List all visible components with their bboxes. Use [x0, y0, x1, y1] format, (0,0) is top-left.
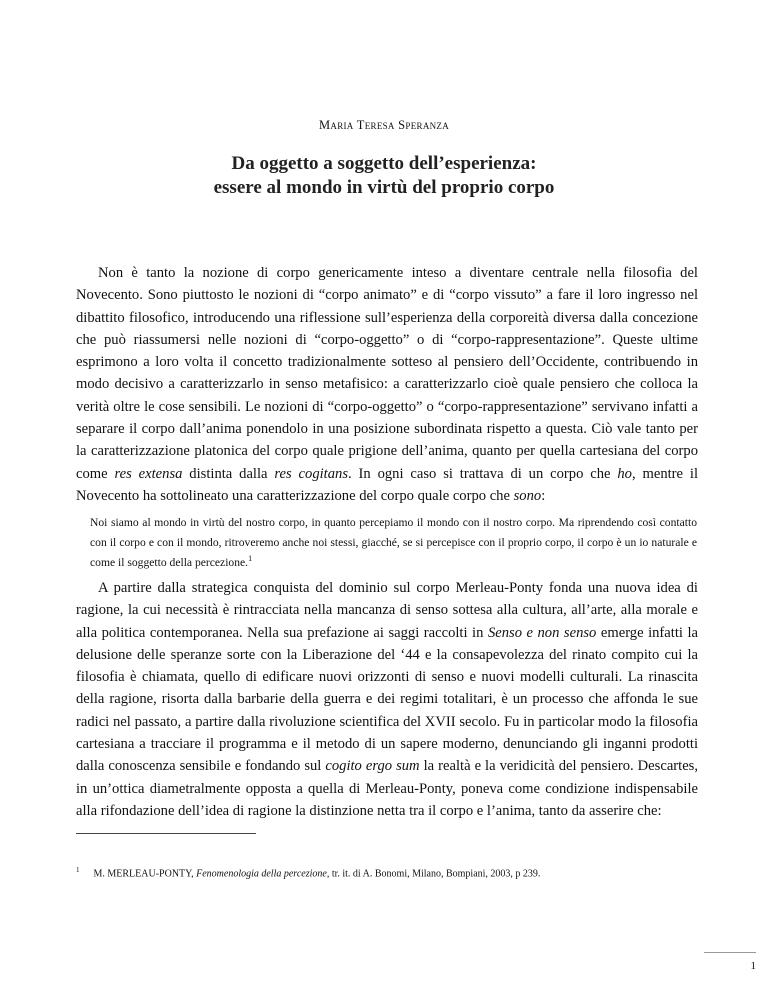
footnote	[76, 866, 716, 879]
paragraph-2-text: la realtà e la veridicità del pensiero. Descartes, in un’ottica diametralmente opposta a quella di Merleau-Ponty, poneva come condizione indispensabile alla rifondazione dell’idea di ragione la distinzione netta tra il corpo e l’anima, tanto da asserire che:	[76, 758, 699, 819]
paragraph-1-text: Non è tanto la nozione di corpo genericamente inteso a diventare centrale nella filosofia del Novecento. Sono piuttosto le nozioni di “corpo animato” e di “corpo vissuto” a fare il loro ingresso nel dibattito filosofico, introducendo una riflessione sull’esperienza della corporeità diversa dalla concezione che può riassumersi nelle nozioni di “corpo-oggetto” o di “corpo-rappresentazione”. Queste ultime esprimono a loro volta il concetto tradizionalmente sotteso al pensiero dell’Occidente, contribuendo in modo decisivo a caratterizzarlo in senso metafisico: a caratterizzarlo cioè quale pensiero che colloca la verità oltre le cose sensibili. Le nozioni di “corpo-oggetto” o “corpo-rappresentazione” servivano infatti a separare il corpo dall’anima ponendolo in una posizione subordinata rispetto a questa. Ciò vale tanto per la caratterizzazione platonica del corpo quale prigione dell’anima, quanto per quella cartesiana del corpo come	[76, 265, 698, 482]
paragraph-1	[76, 262, 698, 507]
quote-text: Noi siamo al mondo in virtù del nostro corpo, in quanto percepiamo il mondo con il nostro corpo. Ma riprendendo così contatto con il corpo e con il mondo, ritroveremo anche noi stessi, giacché, se si percepisce con il proprio corpo, il corpo è un io naturale e come il soggetto della percezione.	[90, 516, 697, 569]
footnote-author: M. MERLEAU-PONTY,	[93, 868, 197, 880]
paragraph-1-text: :	[541, 487, 546, 504]
paragraph-1-text: , mentre il Novecento ha sottolineato una caratterizzazione del corpo quale corpo che	[76, 465, 698, 504]
paragraph-1-text: . In ogni caso si trattava di un corpo che	[348, 465, 618, 482]
paragraph-2-text: A partire dalla strategica conquista del dominio sul corpo Merleau-Ponty fonda una nuova idea di ragione, la cui necessità è rintracciata nella mancanza di senso sottesa alla cultura, all’arte, alla morale e alla politica contemporanea. Nella sua prefazione ai saggi raccolti in	[76, 580, 698, 641]
footnote-separator	[76, 833, 256, 834]
footnote-work-title: Fenomenologia della percezione,	[196, 868, 330, 880]
page-number: 1	[750, 960, 756, 972]
title-senso-e-non-senso: Senso e non senso	[487, 624, 597, 641]
term-sono: sono	[513, 487, 542, 504]
paragraph-2-text: emerge infatti la delusione delle speranze sorte con la Liberazione del ‘44 e la consapevolezza del rinato compito cui la filosofia è chiamata, quello di edificare nuovi orizzonti di senso e nuovi modelli culturali. La rinascita della ragione, risorta dalla barbarie della guerra e dei regimi totalitari, è un processo che affonda le sue radici nel passato, a partire dalla rivoluzione scientifica del XVII secolo. Fu in particolar modo la filosofia cartesiana a tracciare il programma e il metodo di un sapere moderno, denunciando gli inganni prodotti dalla conoscenza sensibile e fondando sul	[76, 624, 698, 775]
term-res-extensa: res extensa	[114, 465, 183, 482]
term-cogito-ergo-sum: cogito ergo sum	[325, 758, 420, 775]
footnote-number: 1	[76, 866, 80, 874]
paragraph-2	[76, 577, 698, 822]
term-res-cogitans: res cogitans	[274, 465, 349, 482]
block-quote	[90, 513, 697, 573]
title-line-1: Da oggetto a soggetto dell’esperienza:	[231, 153, 537, 174]
footnote-details: tr. it. di A. Bonomi, Milano, Bompiani, 2003, p 239.	[329, 868, 541, 880]
paragraph-1-text: distinta dalla	[182, 465, 275, 482]
footnote-reference[interactable]: 1	[248, 554, 253, 564]
author-name: Maria Teresa Speranza	[318, 118, 450, 132]
article-title	[0, 152, 768, 200]
title-line-2: essere al mondo in virtù del proprio corpo	[213, 177, 555, 198]
page-number-rule	[704, 952, 756, 953]
term-ho: ho	[617, 465, 632, 482]
